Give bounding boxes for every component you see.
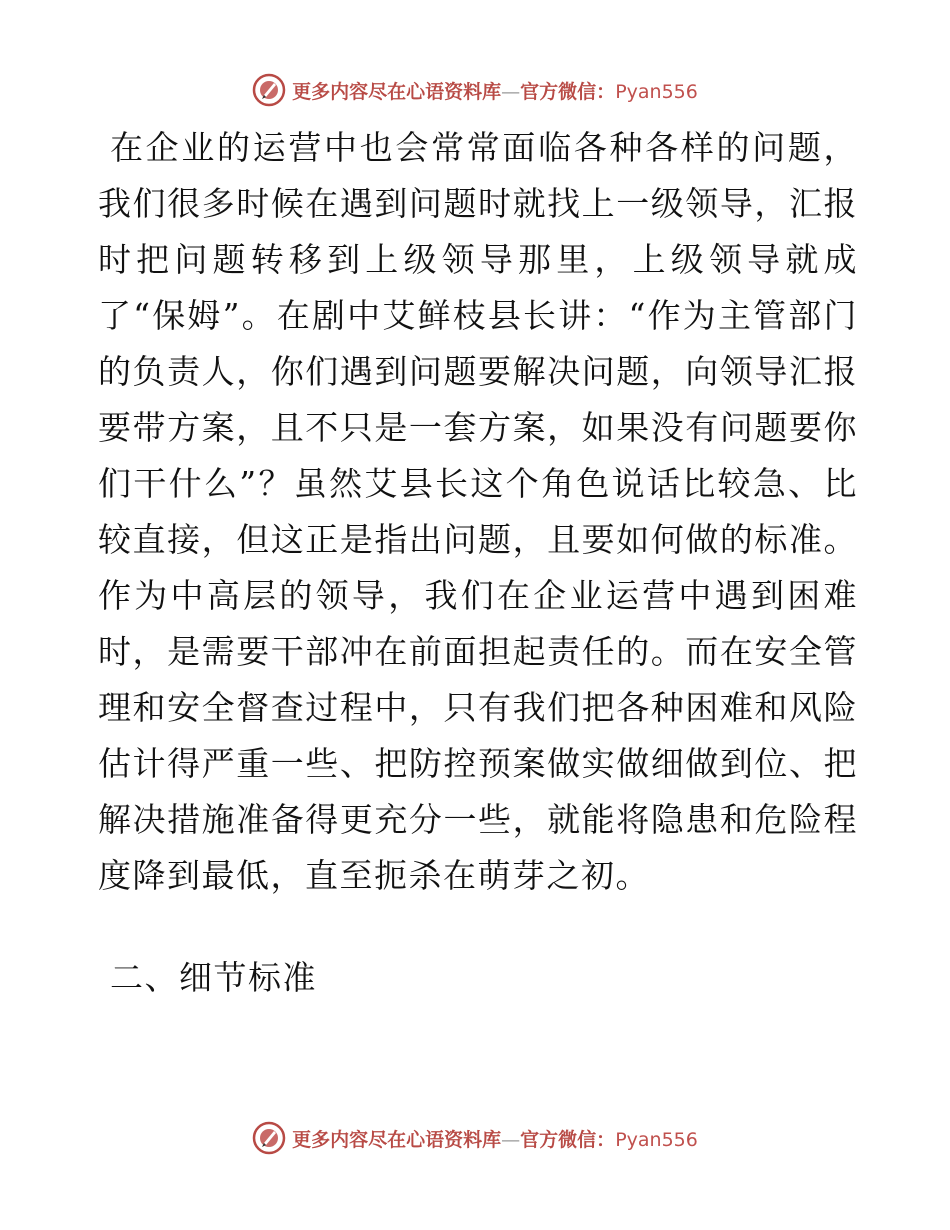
- watermark-text: 更多内容尽在心语资料库—官方微信：Pyan556: [292, 80, 698, 103]
- document-body: [98, 120, 858, 904]
- section-heading: 二、细节标准: [110, 958, 317, 997]
- logo-seal-icon: [252, 1121, 286, 1155]
- logo-seal-icon: [252, 73, 286, 107]
- header-watermark: [0, 70, 950, 110]
- body-paragraph: 在企业的运营中也会常常面临各种各样的问题，我们很多时候在遇到问题时就找上一级领导，汇报时把问题转移到上级领导那里，上级领导就成了“保姆”。在剧中艾鲜枝县长讲：“作为主管部门的负责人，你们遇到问题要解决问题，向领导汇报要带方案，且不只是一套方案，如果没有问题要你们干什么”？虽然艾县长这个角色说话比较急、比较直接，但这正是指出问题，且要如何做的标准。作为中高层的领导，我们在企业运营中遇到困难时，是需要干部冲在前面担起责任的。而在安全管理和安全督查过程中，只有我们把各种困难和风险估计得严重一些、把防控预案做实做细做到位、把解决措施准备得更充分一些，就能将隐患和危险程度降到最低，直至扼杀在萌芽之初。: [98, 128, 858, 895]
- watermark-text: 更多内容尽在心语资料库—官方微信：Pyan556: [292, 1128, 698, 1151]
- footer-watermark: [0, 1118, 950, 1158]
